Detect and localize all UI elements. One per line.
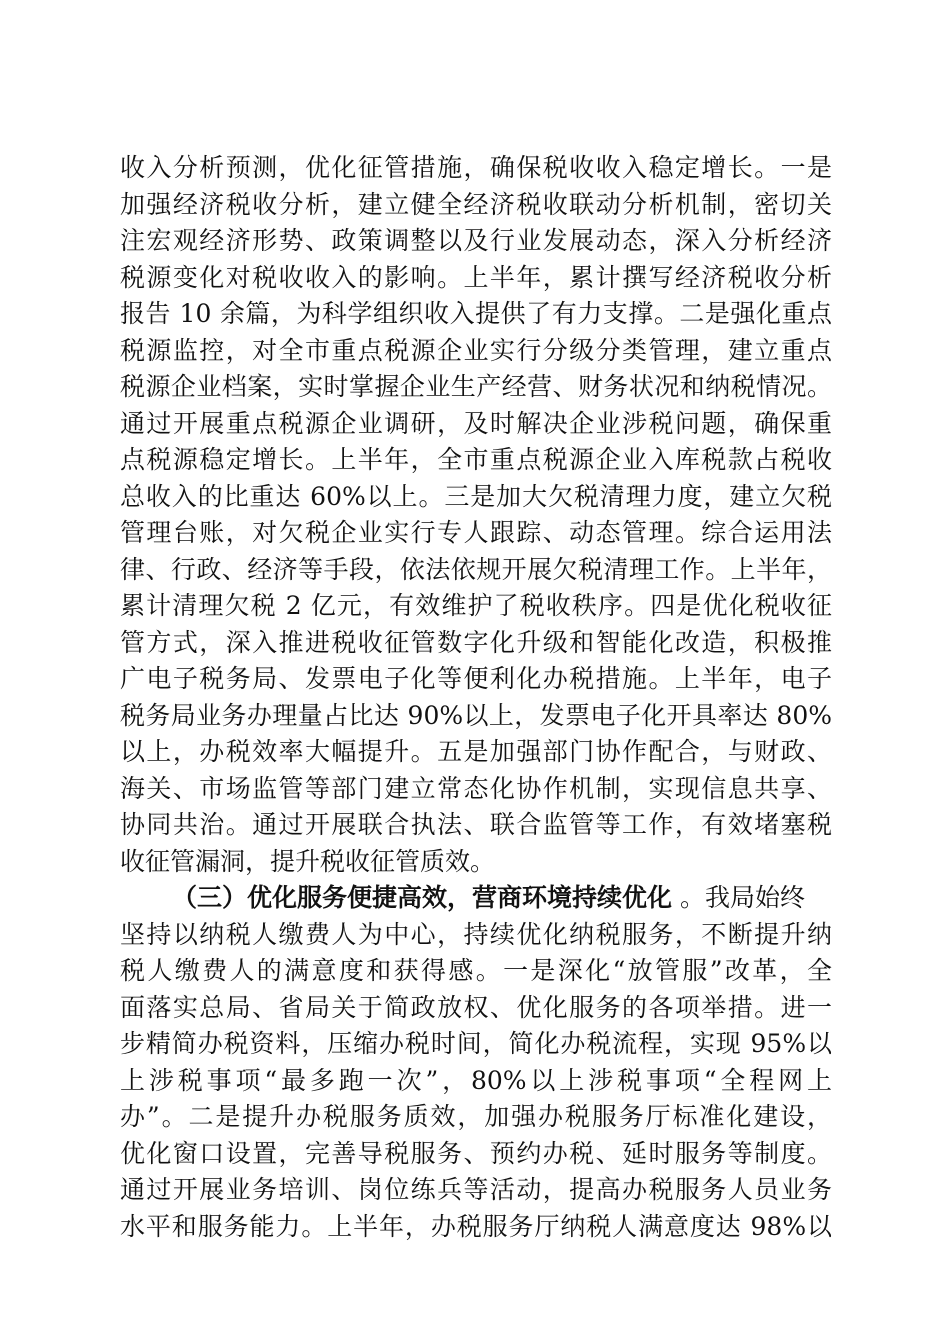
text-line: 加强经济税收分析，建立健全经济税收联动分析机制，密切关 bbox=[120, 189, 832, 219]
section-heading-tail: 。我局始终 bbox=[672, 883, 805, 912]
text-line: 税源监控，对全市重点税源企业实行分级分类管理，建立重点 bbox=[120, 335, 832, 365]
text-line: 税人缴费人的满意度和获得感。一是深化“放管服”改革，全 bbox=[120, 956, 832, 985]
text-line: 水平和服务能力。上半年，办税服务厅纳税人满意度达 98%以 bbox=[120, 1211, 832, 1241]
text-line: 点税源稳定增长。上半年，全市重点税源企业入库税款占税收 bbox=[120, 445, 832, 474]
text-line: 收入分析预测，优化征管措施，确保税收收入稳定增长。一是 bbox=[120, 153, 832, 182]
text-line: 广电子税务局、发票电子化等便利化办税措施。上半年，电子 bbox=[120, 664, 832, 693]
text-line: 税源变化对税收收入的影响。上半年，累计撰写经济税收分析 bbox=[120, 262, 832, 292]
section-heading: （三）优化服务便捷高效，营商环境持续优化 bbox=[172, 883, 673, 912]
text-line: 管方式，深入推进税收征管数字化升级和智能化改造，积极推 bbox=[120, 627, 832, 657]
text-line: 税务局业务办理量占比达 90%以上，发票电子化开具率达 80% bbox=[120, 700, 832, 730]
text-line: 通过开展重点税源企业调研，及时解决企业涉税问题，确保重 bbox=[120, 408, 832, 438]
text-line: 注宏观经济形势、政策调整以及行业发展动态，深入分析经济 bbox=[120, 226, 832, 255]
section-heading-line bbox=[120, 880, 832, 917]
text-line: 以上，办税效率大幅提升。五是加强部门协作配合，与财政、 bbox=[120, 737, 832, 766]
text-line: 报告 10 余篇，为科学组织收入提供了有力支撑。二是强化重点 bbox=[120, 299, 832, 328]
text-line: 律、行政、经济等手段，依法依规开展欠税清理工作。上半年， bbox=[120, 554, 832, 584]
text-line: 面落实总局、省局关于简政放权、优化服务的各项举措。进一 bbox=[120, 992, 832, 1022]
text-line: 协同共治。通过开展联合执法、联合监管等工作，有效堵塞税 bbox=[120, 810, 832, 839]
text-line: 收征管漏洞，提升税收征管质效。 bbox=[120, 846, 496, 876]
text-line: 步精简办税资料，压缩办税时间，简化办税流程，实现 95%以 bbox=[120, 1029, 832, 1058]
text-line: 通过开展业务培训、岗位练兵等活动，提高办税服务人员业务 bbox=[120, 1175, 832, 1204]
text-line: 办”。二是提升办税服务质效，加强办税服务厅标准化建设， bbox=[120, 1102, 832, 1131]
text-line: 坚持以纳税人缴费人为中心，持续优化纳税服务，不断提升纳 bbox=[120, 919, 832, 949]
text-line: 管理台账，对欠税企业实行专人跟踪、动态管理。综合运用法 bbox=[120, 518, 832, 547]
text-line: 税源企业档案，实时掌握企业生产经营、财务状况和纳税情况。 bbox=[120, 372, 832, 401]
text-line: 优化窗口设置，完善导税服务、预约办税、延时服务等制度。 bbox=[120, 1138, 832, 1168]
text-line: 上涉税事项“最多跑一次”，80%以上涉税事项“全程网上 bbox=[120, 1065, 832, 1095]
text-line: 海关、市场监管等部门建立常态化协作机制，实现信息共享、 bbox=[120, 773, 832, 803]
text-line: 总收入的比重达 60%以上。三是加大欠税清理力度，建立欠税 bbox=[120, 481, 832, 511]
text-line: 累计清理欠税 2 亿元，有效维护了税收秩序。四是优化税收征 bbox=[120, 591, 832, 620]
body-text bbox=[120, 150, 832, 1245]
